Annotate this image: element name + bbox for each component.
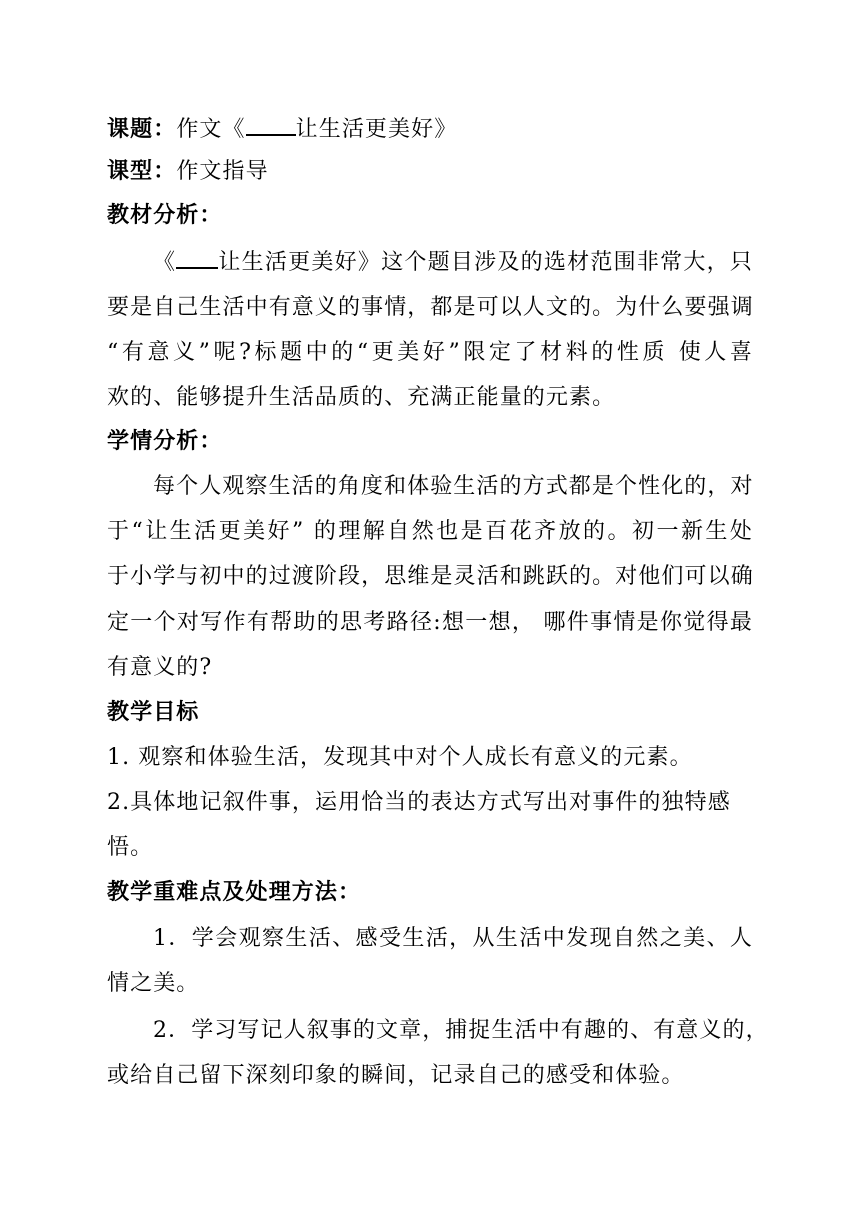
lesson-type-value: 作文指导 [176,159,269,184]
lesson-title-prefix: 作文《 [176,117,246,142]
teaching-goals-heading: 教学目标 [107,700,200,725]
key-point-item: 1．学会观察生活、感受生活，从生活中发现自然之美、人 [153,926,753,951]
key-points-heading: 教学重难点及处理方法： [107,880,362,905]
material-paragraph-line [153,247,753,278]
lesson-type-label: 课型： [107,159,177,184]
lesson-title-label: 课题： [107,117,177,142]
material-analysis-heading: 教材分析： [107,203,223,228]
lesson-type-line [107,157,269,187]
key-point-item: 2．学习写记人叙事的文章，捕捉生活中有趣的、有意义的， [153,1018,769,1043]
student-paragraph-line: 有意义的? [107,655,213,680]
goal-item: 2.具体地记叙件事，运用恰当的表达方式写出对事件的独特感 [107,790,731,815]
material-paragraph-line: 欢的、能够提升生活品质的、充满正能量的元素。 [107,385,616,410]
student-paragraph-line: 每个人观察生活的角度和体验生活的方式都是个性化的，对 [153,474,754,499]
student-paragraph-line: 于“让生活更美好” 的理解自然也是百花齐放的。初一新生处 [107,519,753,544]
goal-item: 1. 观察和体验生活，发现其中对个人成长有意义的元素。 [107,745,693,770]
material-paragraph-line: 要是自己生活中有意义的事情，都是可以人文的。为什么要强调 [107,295,754,320]
key-point-continuation: 或给自己留下深刻印象的瞬间，记录自己的感受和体验。 [107,1063,685,1088]
fill-in-blank [246,114,296,136]
student-analysis-heading: 学情分析： [107,429,223,454]
lesson-title-line [107,114,457,145]
key-point-continuation: 情之美。 [107,971,200,996]
goal-item-continuation: 悟。 [107,835,154,860]
material-paragraph-line: “有意义”呢?标题中的“更美好”限定了材料的性质 使人喜 [107,340,753,365]
fill-in-blank [176,247,218,269]
material-line-prefix: 《 [153,250,177,275]
student-paragraph-line: 定一个对写作有帮助的思考路径:想一想， 哪件事情是你觉得最 [107,610,753,635]
lesson-title-suffix: 让生活更美好》 [295,117,458,142]
student-paragraph-line: 于小学与初中的过渡阶段，思维是灵活和跳跃的。对他们可以确 [107,564,754,589]
material-line-suffix: 让生活更美好》这个题目涉及的选材范围非常大，只 [218,250,753,275]
